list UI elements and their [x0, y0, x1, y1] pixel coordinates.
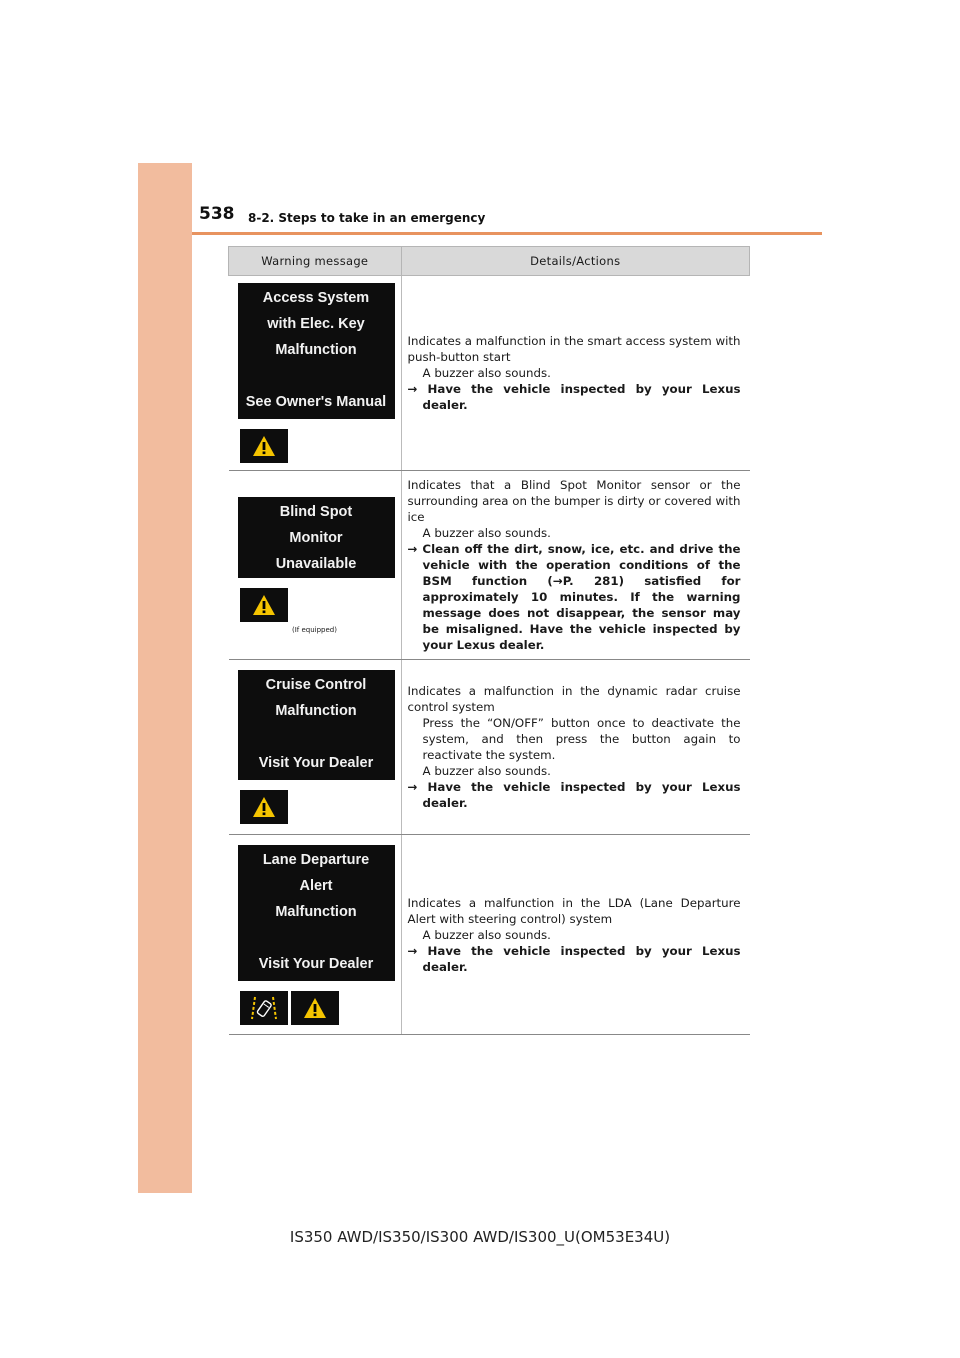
description: Indicates a malfunction in the smart access system with push-button start	[407, 334, 741, 364]
sub-note: Press the “ON/OFF” button once to deactivate the system, and then press the button again to reactivate the system.	[422, 716, 741, 762]
description: Indicates that a Blind Spot Monitor sensor or the surrounding area on the bumper is dirty or covered with ice	[407, 478, 741, 524]
details-cell	[401, 660, 750, 835]
if-equipped-note: (If equipped)	[292, 625, 337, 634]
description: Indicates a malfunction in the LDA (Lane Departure Alert with steering control) system	[407, 895, 741, 926]
page-number: 538	[199, 204, 235, 224]
action-text: → Have the vehicle inspected by your Lexus dealer.	[407, 943, 741, 974]
warning-triangle-icon	[240, 429, 288, 463]
side-bar	[138, 163, 192, 1193]
lane-departure-icon	[240, 991, 288, 1025]
sub-note: A buzzer also sounds.	[422, 526, 551, 540]
sub-note: A buzzer also sounds.	[422, 764, 551, 778]
table-header-row	[229, 247, 750, 276]
table-row	[229, 835, 750, 1035]
warning-display-cell	[229, 660, 402, 835]
warning-message-display: Access System with Elec. Key Malfunction See Owner's Manual	[238, 283, 395, 419]
table-row	[229, 471, 750, 660]
warning-display-cell	[229, 276, 402, 471]
warning-display-cell	[229, 835, 402, 1035]
details-cell	[401, 471, 750, 660]
warning-message-display: Lane Departure Alert Malfunction Visit Your Dealer	[238, 845, 395, 981]
table-row	[229, 276, 750, 471]
warning-triangle-icon	[291, 991, 339, 1025]
sub-note: A buzzer also sounds.	[422, 927, 551, 942]
footer-model-code: IS350 AWD/IS350/IS300 AWD/IS300_U(OM53E34U)	[289, 1228, 671, 1246]
details-cell	[401, 276, 750, 471]
column-header-details-actions: Details/Actions	[401, 247, 750, 276]
warning-message-display: Blind Spot Monitor Unavailable	[238, 497, 395, 578]
warning-display-cell	[229, 471, 402, 660]
details-cell	[401, 835, 750, 1035]
description: Indicates a malfunction in the dynamic radar cruise control system	[407, 684, 741, 714]
table-row	[229, 660, 750, 835]
warning-message-table	[228, 246, 750, 1035]
column-header-warning-message: Warning message	[229, 247, 402, 276]
header-rule	[192, 232, 822, 235]
action-text: → Have the vehicle inspected by your Lexus dealer.	[407, 780, 741, 810]
sub-note: A buzzer also sounds.	[422, 366, 551, 380]
warning-triangle-icon	[240, 588, 288, 622]
action-text: → Clean off the dirt, snow, ice, etc. and drive the vehicle with the operation conditions of the BSM function (→P. 281) satisfied for approximately 10 minutes. If the warning message does not disappear, the sensor may be misaligned. Have the vehicle inspected by your Lexus dealer.	[407, 542, 741, 652]
warning-triangle-icon	[240, 790, 288, 824]
action-text: → Have the vehicle inspected by your Lexus dealer.	[407, 382, 741, 412]
section-title: 8-2. Steps to take in an emergency	[248, 211, 486, 225]
warning-message-display: Cruise Control Malfunction Visit Your Dealer	[238, 670, 395, 780]
